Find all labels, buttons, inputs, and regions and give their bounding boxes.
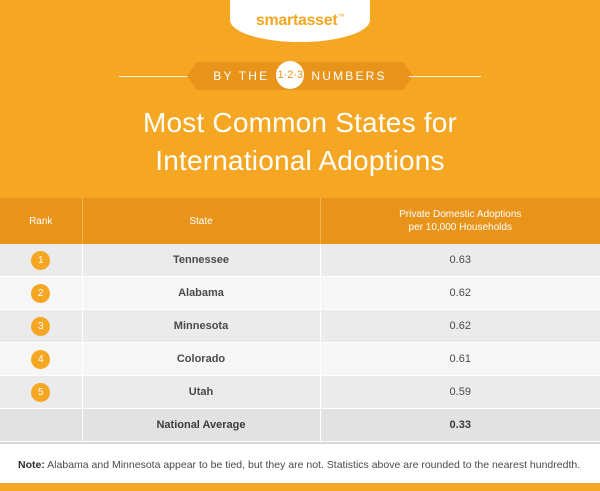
banner-suffix-text: NUMBERS: [311, 69, 387, 83]
banner-rule-left: [119, 76, 191, 77]
rank-badge: 1: [31, 251, 50, 270]
banner-rule-right: [409, 76, 481, 77]
footnote-text: Alabama and Minnesota appear to be tied, but they are not. Statistics above are rounded to the nearest hundredth.: [44, 459, 581, 471]
value-cell: 0.61: [320, 343, 600, 376]
table-header-row: [0, 198, 600, 244]
trademark-symbol: ™: [337, 13, 345, 21]
state-cell: Alabama: [82, 277, 320, 310]
table-row: [0, 343, 600, 376]
rank-cell: [0, 277, 82, 310]
rankings-table: [0, 198, 600, 442]
table-body: [0, 244, 600, 442]
value-cell: 0.62: [320, 277, 600, 310]
header: [0, 0, 600, 198]
banner-prefix-text: BY THE: [213, 69, 270, 83]
column-header-state: State: [82, 198, 320, 244]
rank-cell: [0, 244, 82, 277]
brand-logo[interactable]: [230, 0, 370, 42]
footnote: [0, 442, 600, 483]
value-cell: 0.62: [320, 310, 600, 343]
state-cell: Colorado: [82, 343, 320, 376]
column-header-rank: Rank: [0, 198, 82, 244]
table-header: [0, 198, 600, 244]
footnote-label: Note:: [18, 459, 45, 471]
table-row: [0, 277, 600, 310]
banner-plate: [197, 62, 403, 90]
column-header-value-line-1: Private Domestic Adoptions: [399, 209, 522, 220]
page-title: [0, 104, 600, 180]
by-the-numbers-banner: [0, 62, 600, 90]
rank-cell-empty: [0, 409, 82, 442]
value-cell: 0.33: [320, 409, 600, 442]
page-title-line-2: International Adoptions: [155, 145, 445, 176]
value-cell: 0.59: [320, 376, 600, 409]
rank-badge: 3: [31, 317, 50, 336]
rank-badge: 2: [31, 284, 50, 303]
rank-cell: [0, 343, 82, 376]
state-cell: Utah: [82, 376, 320, 409]
column-header-value: [320, 198, 600, 244]
rank-cell: [0, 310, 82, 343]
brand-logo-text: smartasset™: [255, 12, 345, 29]
rank-badge: 5: [31, 383, 50, 402]
value-cell: 0.63: [320, 244, 600, 277]
state-cell: National Average: [82, 409, 320, 442]
table-row: [0, 310, 600, 343]
state-cell: Minnesota: [82, 310, 320, 343]
state-cell: Tennessee: [82, 244, 320, 277]
page-title-line-1: Most Common States for: [142, 107, 458, 138]
table-row: [0, 244, 600, 277]
rank-cell: [0, 376, 82, 409]
column-header-value-line-2: per 10,000 Households: [408, 222, 512, 233]
table-row: [0, 376, 600, 409]
banner-number-badge: 1·2·3: [276, 61, 304, 89]
table-row-national-average: [0, 409, 600, 442]
rank-badge: 4: [31, 350, 50, 369]
